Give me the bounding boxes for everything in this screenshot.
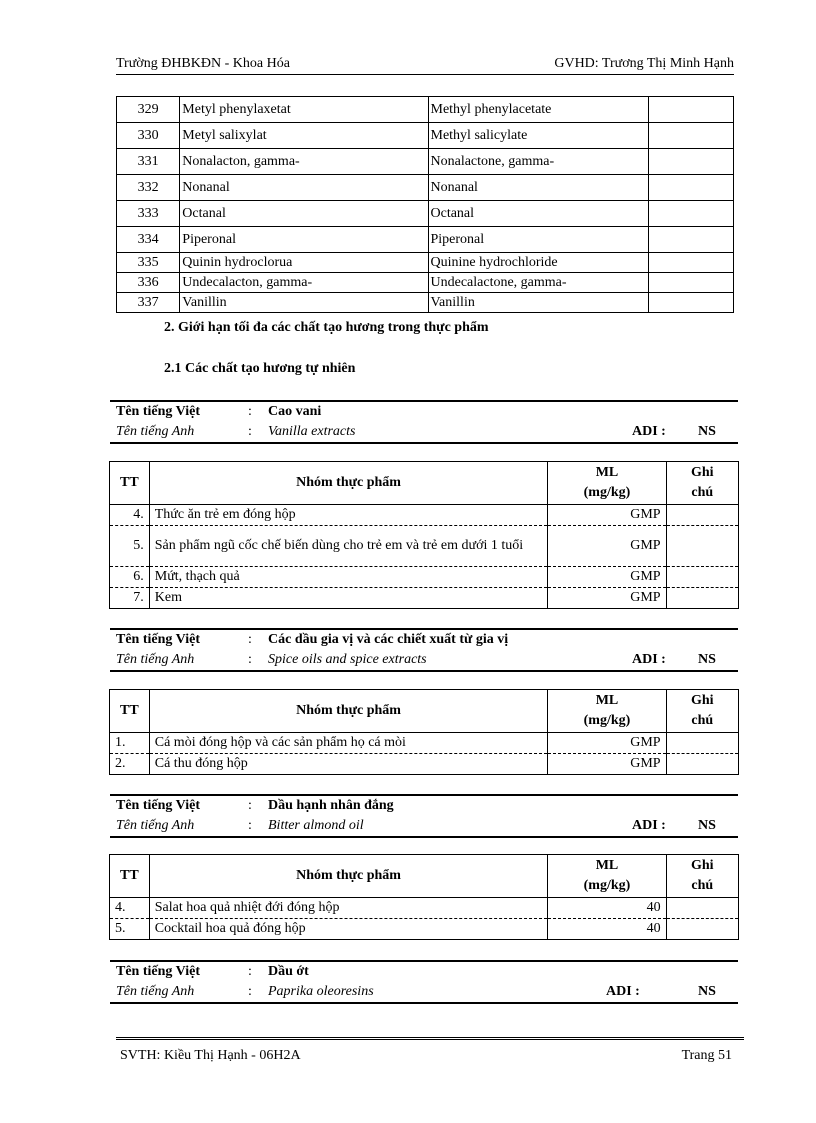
english-name: Octanal: [428, 201, 648, 227]
vietnamese-name-label: Tên tiếng Việt: [116, 964, 200, 979]
table-row: [117, 97, 734, 123]
adi-label: ADI :: [606, 984, 640, 999]
english-name: Nonalactone, gamma-: [428, 149, 648, 175]
table-row: [110, 919, 739, 940]
row-ml: GMP: [548, 588, 666, 609]
row-group: Sản phẩm ngũ cốc chế biến dùng cho trẻ em và trẻ em dưới 1 tuổi: [149, 526, 548, 567]
row-number: 336: [117, 273, 180, 293]
row-tt: 2.: [110, 754, 150, 775]
adi-value: NS: [698, 652, 716, 667]
row-number: 334: [117, 227, 180, 253]
english-name-label: Tên tiếng Anh: [116, 652, 195, 667]
col-header-note: Ghi chú: [666, 462, 738, 505]
row-note: [666, 733, 738, 754]
english-name: Undecalactone, gamma-: [428, 273, 648, 293]
row-ml: GMP: [548, 754, 666, 775]
page-header: [116, 54, 734, 75]
table-row: [117, 201, 734, 227]
row-group: Cá thu đóng hộp: [149, 754, 548, 775]
vietnamese-name-value: Các dầu gia vị và các chiết xuất từ gia vị: [268, 632, 509, 647]
english-name: Nonanal: [428, 175, 648, 201]
row-ml: GMP: [548, 526, 666, 567]
row-tt: 6.: [110, 567, 150, 588]
row-group: Cá mòi đóng hộp và các sản phẩm họ cá mòi: [149, 733, 548, 754]
english-name-value: Paprika oleoresins: [268, 984, 374, 999]
row-ml: 40: [548, 919, 666, 940]
food-group-table: [109, 854, 739, 940]
substance-list-table: [116, 96, 734, 313]
footer-page-number: Trang 51: [681, 1048, 732, 1063]
table-row: [110, 898, 739, 919]
colon: :: [248, 632, 252, 647]
table-row: [117, 123, 734, 149]
row-note: [666, 526, 738, 567]
row-note: [666, 919, 738, 940]
table-header-row: [110, 462, 739, 505]
footer-student: SVTH: Kiều Thị Hạnh - 06H2A: [120, 1048, 301, 1063]
row-ml: GMP: [548, 567, 666, 588]
col-header-tt: TT: [110, 462, 150, 505]
row-tt: 5.: [110, 526, 150, 567]
english-name: Quinine hydrochloride: [428, 253, 648, 273]
note-cell: [648, 201, 733, 227]
vietnamese-name-label: Tên tiếng Việt: [116, 404, 200, 419]
english-name-value: Vanilla extracts: [268, 424, 356, 439]
english-name-value: Spice oils and spice extracts: [268, 652, 427, 667]
row-tt: 1.: [110, 733, 150, 754]
page-footer: [116, 1037, 744, 1066]
col-header-tt: TT: [110, 690, 150, 733]
row-note: [666, 754, 738, 775]
table-row: [110, 754, 739, 775]
table-row: [110, 505, 739, 526]
english-name: Methyl phenylacetate: [428, 97, 648, 123]
english-name: Piperonal: [428, 227, 648, 253]
col-header-group: Nhóm thực phẩm: [149, 855, 548, 898]
note-cell: [648, 149, 733, 175]
row-tt: 4.: [110, 505, 150, 526]
row-number: 337: [117, 293, 180, 313]
table-header-row: [110, 855, 739, 898]
adi-label: ADI :: [632, 818, 666, 833]
row-note: [666, 588, 738, 609]
header-advisor: GVHD: Trương Thị Minh Hạnh: [554, 56, 734, 71]
table-row: [110, 567, 739, 588]
english-name: Methyl salicylate: [428, 123, 648, 149]
substance-name-block: [110, 794, 738, 838]
col-header-ml: ML (mg/kg): [548, 462, 666, 505]
adi-value: NS: [698, 984, 716, 999]
row-group: Kem: [149, 588, 548, 609]
row-number: 333: [117, 201, 180, 227]
col-header-note: Ghi chú: [666, 855, 738, 898]
food-group-table: [109, 461, 739, 609]
vietnamese-name: Octanal: [180, 201, 428, 227]
table-row: [117, 253, 734, 273]
table-row: [110, 733, 739, 754]
colon: :: [248, 964, 252, 979]
vietnamese-name: Metyl phenylaxetat: [180, 97, 428, 123]
row-tt: 4.: [110, 898, 150, 919]
row-number: 335: [117, 253, 180, 273]
vietnamese-name: Piperonal: [180, 227, 428, 253]
col-header-tt: TT: [110, 855, 150, 898]
header-school: Trường ĐHBKĐN - Khoa Hóa: [116, 56, 290, 71]
adi-value: NS: [698, 424, 716, 439]
row-number: 329: [117, 97, 180, 123]
vietnamese-name: Metyl salixylat: [180, 123, 428, 149]
english-name-value: Bitter almond oil: [268, 818, 364, 833]
row-tt: 7.: [110, 588, 150, 609]
colon: :: [248, 818, 252, 833]
food-group-table: [109, 689, 739, 775]
row-group: Thức ăn trẻ em đóng hộp: [149, 505, 548, 526]
col-header-ml: ML (mg/kg): [548, 690, 666, 733]
vietnamese-name-label: Tên tiếng Việt: [116, 632, 200, 647]
row-number: 330: [117, 123, 180, 149]
note-cell: [648, 97, 733, 123]
table-row: [117, 175, 734, 201]
note-cell: [648, 123, 733, 149]
vietnamese-name-value: Dầu ớt: [268, 964, 309, 979]
row-tt: 5.: [110, 919, 150, 940]
table-row: [110, 526, 739, 567]
note-cell: [648, 253, 733, 273]
note-cell: [648, 227, 733, 253]
table-row: [117, 149, 734, 175]
row-number: 331: [117, 149, 180, 175]
table-row: [110, 588, 739, 609]
colon: :: [248, 798, 252, 813]
table-row: [117, 273, 734, 293]
row-group: Salat hoa quả nhiệt đới đóng hộp: [149, 898, 548, 919]
row-number: 332: [117, 175, 180, 201]
note-cell: [648, 175, 733, 201]
vietnamese-name: Nonalacton, gamma-: [180, 149, 428, 175]
english-name: Vanillin: [428, 293, 648, 313]
vietnamese-name: Vanillin: [180, 293, 428, 313]
english-name-label: Tên tiếng Anh: [116, 424, 195, 439]
english-name-label: Tên tiếng Anh: [116, 984, 195, 999]
row-note: [666, 567, 738, 588]
colon: :: [248, 404, 252, 419]
english-name-label: Tên tiếng Anh: [116, 818, 195, 833]
col-header-group: Nhóm thực phẩm: [149, 462, 548, 505]
col-header-note: Ghi chú: [666, 690, 738, 733]
row-note: [666, 505, 738, 526]
colon: :: [248, 652, 252, 667]
note-cell: [648, 293, 733, 313]
row-ml: 40: [548, 898, 666, 919]
adi-value: NS: [698, 818, 716, 833]
section-2-title: 2. Giới hạn tối đa các chất tạo hương trong thực phẩm: [164, 320, 489, 335]
colon: :: [248, 984, 252, 999]
col-header-ml: ML (mg/kg): [548, 855, 666, 898]
note-cell: [648, 273, 733, 293]
row-note: [666, 898, 738, 919]
vietnamese-name: Quinin hydroclorua: [180, 253, 428, 273]
table-header-row: [110, 690, 739, 733]
substance-name-block: [110, 960, 738, 1004]
vietnamese-name-value: Dầu hạnh nhân đắng: [268, 798, 394, 813]
substance-name-block: [110, 400, 738, 444]
adi-label: ADI :: [632, 652, 666, 667]
vietnamese-name: Nonanal: [180, 175, 428, 201]
table-row: [117, 293, 734, 313]
vietnamese-name-value: Cao vani: [268, 404, 322, 419]
adi-label: ADI :: [632, 424, 666, 439]
row-ml: GMP: [548, 505, 666, 526]
row-group: Mứt, thạch quả: [149, 567, 548, 588]
vietnamese-name-label: Tên tiếng Việt: [116, 798, 200, 813]
row-group: Cocktail hoa quả đóng hộp: [149, 919, 548, 940]
substance-name-block: [110, 628, 738, 672]
table-row: [117, 227, 734, 253]
section-2-1-title: 2.1 Các chất tạo hương tự nhiên: [164, 361, 356, 376]
col-header-group: Nhóm thực phẩm: [149, 690, 548, 733]
row-ml: GMP: [548, 733, 666, 754]
colon: :: [248, 424, 252, 439]
vietnamese-name: Undecalacton, gamma-: [180, 273, 428, 293]
